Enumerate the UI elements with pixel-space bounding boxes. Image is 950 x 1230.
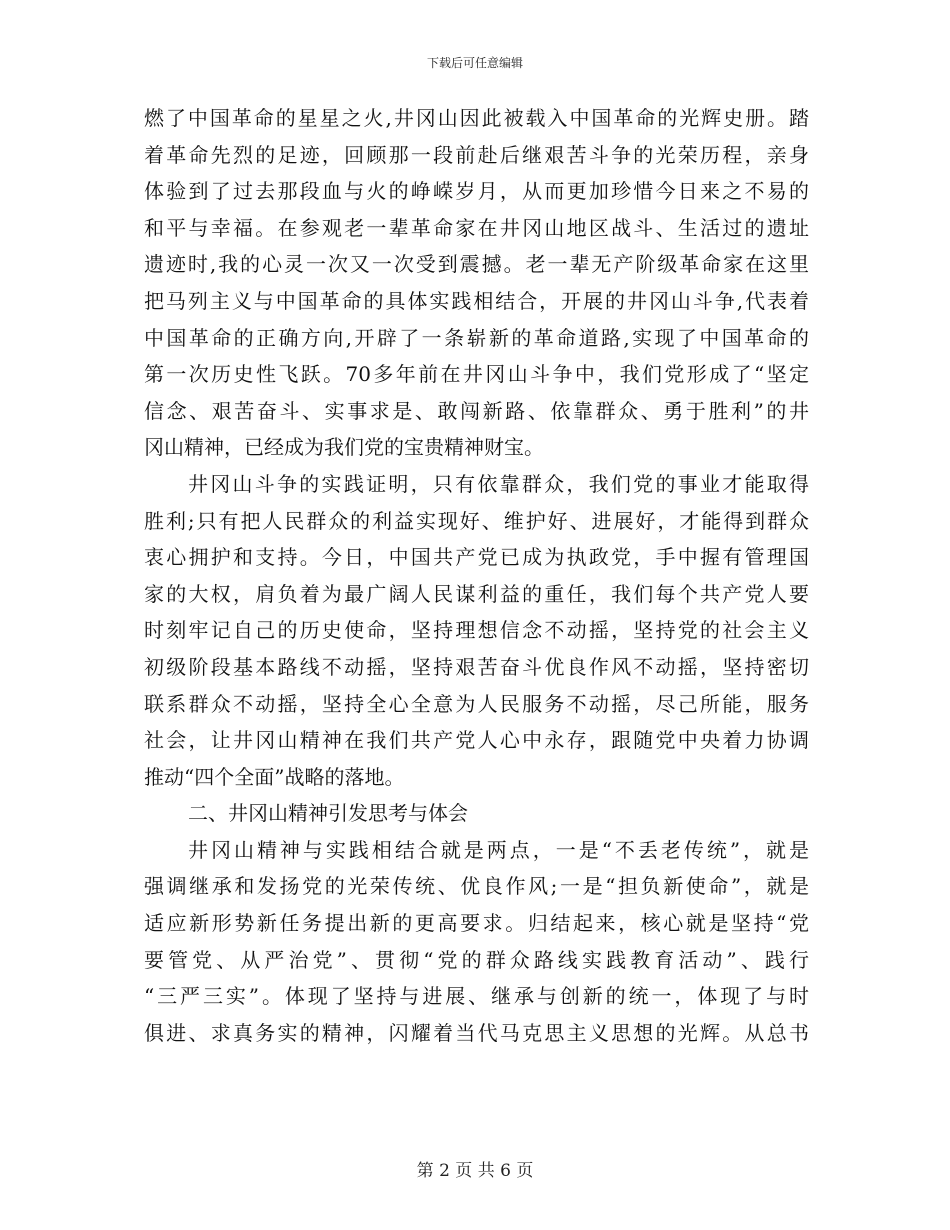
- text-line: 时刻牢记自己的历史使命，坚持理想信念不动摇，坚持党的社会主义: [144, 618, 809, 643]
- text-line: 社会，让井冈山精神在我们共产党人心中永存，跟随党中央着力协调: [144, 728, 809, 753]
- text-line: 燃了中国革命的星星之火,井冈山因此被载入中国革命的光辉史册。踏: [144, 106, 809, 130]
- document-body: [144, 100, 809, 1051]
- section-heading: 二、井冈山精神引发思考与体会: [188, 801, 468, 826]
- text-line: 信念、艰苦奋斗、实事求是、敢闯新路、依靠群众、勇于胜利”的井: [144, 398, 809, 423]
- text-line: 体验到了过去那段血与火的峥嵘岁月，从而更加珍惜今日来之不易的: [144, 179, 809, 204]
- text-line: 强调继承和发扬党的光荣传统、优良作风;一是“担负新使命”，就是: [144, 874, 809, 899]
- text-line: 着革命先烈的足迹，回顾那一段前赴后继艰苦斗争的光荣历程，亲身: [144, 142, 809, 167]
- text-line: 冈山精神，已经成为我们党的宝贵精神财宝。: [144, 435, 544, 460]
- text-line: 把马列主义与中国革命的具体实践相结合，开展的井冈山斗争,代表着: [144, 288, 809, 313]
- text-line: 初级阶段基本路线不动摇，坚持艰苦奋斗优良作风不动摇，坚持密切: [144, 654, 809, 679]
- text-line: 适应新形势新任务提出新的更高要求。归结起来，核心就是坚持“党: [144, 911, 809, 936]
- text-line: 俱进、求真务实的精神，闪耀着当代马克思主义思想的光辉。从总书: [144, 1020, 809, 1045]
- text-line: 井冈山精神与实践相结合就是两点，一是“不丢老传统”，就是: [188, 837, 809, 862]
- text-line: 第一次历史性飞跃。70多年前在井冈山斗争中，我们党形成了“坚定: [144, 362, 809, 387]
- page-header: 下载后可任意编辑: [426, 56, 523, 70]
- text-line: 家的大权，肩负着为最广阔人民谋利益的重任，我们每个共产党人要: [144, 581, 809, 606]
- text-line: 衷心拥护和支持。今日，中国共产党已成为执政党，手中握有管理国: [144, 545, 809, 570]
- text-line: 推动“四个全面”战略的落地。: [144, 764, 405, 789]
- page-number: 第 2 页 共 6 页: [416, 1161, 534, 1181]
- text-line: “三严三实”。体现了坚持与进展、继承与创新的统一，体现了与时: [144, 984, 809, 1009]
- text-line: 井冈山斗争的实践证明，只有依靠群众，我们党的事业才能取得: [188, 471, 809, 496]
- text-line: 中国革命的正确方向,开辟了一条崭新的革命道路,实现了中国革命的: [144, 325, 809, 350]
- text-line: 和平与幸福。在参观老一辈革命家在井冈山地区战斗、生活过的遗址: [144, 215, 809, 240]
- text-line: 要管党、从严治党”、贯彻“党的群众路线实践教育活动”、践行: [144, 947, 809, 972]
- text-line: 胜利;只有把人民群众的利益实现好、维护好、进展好，才能得到群众: [144, 508, 809, 533]
- text-line: 遗迹时,我的心灵一次又一次受到震撼。老一辈无产阶级革命家在这里: [144, 252, 809, 277]
- text-line: 联系群众不动摇，坚持全心全意为人民服务不动摇，尽己所能，服务: [144, 691, 809, 716]
